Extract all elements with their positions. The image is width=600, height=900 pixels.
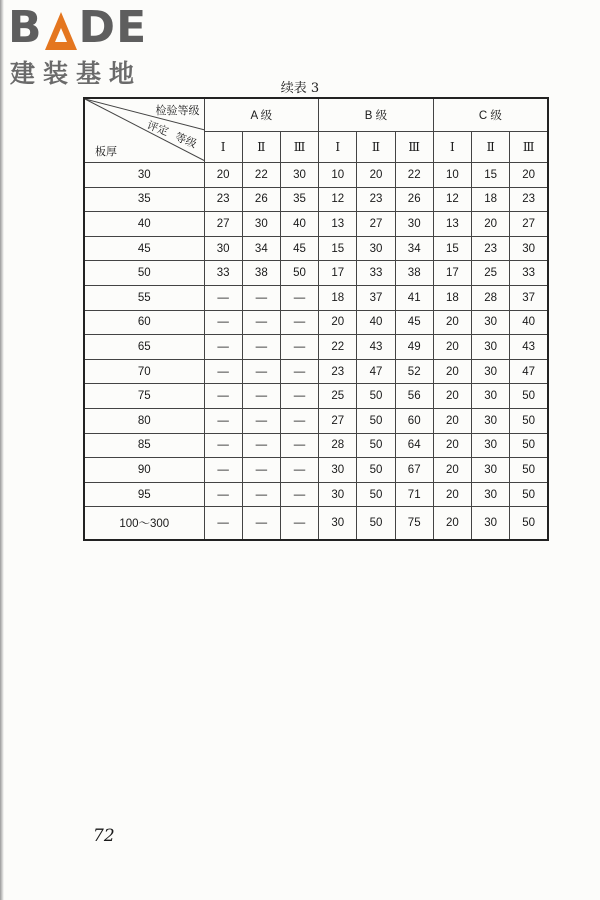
table-row (84, 433, 548, 458)
thickness-cell: 65 (84, 335, 204, 360)
table-row (84, 163, 548, 188)
value-cell: 20 (433, 335, 471, 360)
value-cell: — (242, 408, 280, 433)
value-cell: 30 (319, 482, 357, 507)
value-cell: 50 (357, 408, 395, 433)
value-cell: 12 (319, 187, 357, 212)
value-cell: 20 (319, 310, 357, 335)
value-cell: 23 (319, 359, 357, 384)
value-cell: 20 (472, 212, 510, 237)
value-cell: 22 (242, 163, 280, 188)
value-cell: 50 (510, 408, 548, 433)
value-cell: 30 (319, 507, 357, 540)
value-cell: 30 (319, 458, 357, 483)
value-cell: 30 (472, 482, 510, 507)
value-cell: 30 (510, 236, 548, 261)
value-cell: — (204, 433, 242, 458)
value-cell: 41 (395, 285, 433, 310)
thickness-cell: 90 (84, 458, 204, 483)
value-cell: 15 (319, 236, 357, 261)
value-cell: — (280, 458, 318, 483)
value-cell: — (204, 335, 242, 360)
value-cell: — (280, 507, 318, 540)
value-cell: — (242, 310, 280, 335)
value-cell: 27 (510, 212, 548, 237)
value-cell: 71 (395, 482, 433, 507)
value-cell: 20 (433, 482, 471, 507)
sublevel-header: Ⅱ (472, 132, 510, 163)
value-cell: 33 (357, 261, 395, 286)
value-cell: 28 (319, 433, 357, 458)
value-cell: 20 (433, 433, 471, 458)
value-cell: — (280, 433, 318, 458)
value-cell: 25 (319, 384, 357, 409)
value-cell: 30 (472, 384, 510, 409)
inspection-table (83, 97, 549, 541)
sublevel-header: Ⅰ (204, 132, 242, 163)
thickness-cell: 85 (84, 433, 204, 458)
thickness-cell: 95 (84, 482, 204, 507)
value-cell: 50 (357, 507, 395, 540)
value-cell: 30 (472, 310, 510, 335)
value-cell: 26 (395, 187, 433, 212)
group-header-b: B 级 (319, 98, 434, 132)
value-cell: 50 (357, 482, 395, 507)
table-row (84, 482, 548, 507)
value-cell: 20 (433, 408, 471, 433)
value-cell: — (242, 335, 280, 360)
thickness-cell: 80 (84, 408, 204, 433)
value-cell: — (280, 335, 318, 360)
value-cell: 34 (395, 236, 433, 261)
value-cell: 20 (433, 310, 471, 335)
value-cell: 60 (395, 408, 433, 433)
value-cell: 43 (357, 335, 395, 360)
value-cell: — (204, 458, 242, 483)
value-cell: 27 (357, 212, 395, 237)
value-cell: 30 (395, 212, 433, 237)
diagonal-header-cell (84, 98, 204, 163)
value-cell: 27 (204, 212, 242, 237)
value-cell: 13 (433, 212, 471, 237)
thickness-cell: 60 (84, 310, 204, 335)
inspection-level-label: 检验等级 (155, 105, 200, 117)
value-cell: 18 (319, 285, 357, 310)
page-number: 72 (93, 826, 115, 846)
value-cell: 64 (395, 433, 433, 458)
value-cell: 17 (319, 261, 357, 286)
value-cell: — (280, 408, 318, 433)
rating-label-part1: 评定 (145, 119, 171, 139)
value-cell: 52 (395, 359, 433, 384)
value-cell: — (280, 482, 318, 507)
value-cell: 34 (242, 236, 280, 261)
table-row (84, 236, 548, 261)
value-cell: — (204, 408, 242, 433)
value-cell: — (280, 359, 318, 384)
value-cell: — (204, 384, 242, 409)
value-cell: 67 (395, 458, 433, 483)
value-cell: 38 (242, 261, 280, 286)
value-cell: 30 (280, 163, 318, 188)
value-cell: 50 (510, 458, 548, 483)
value-cell: 18 (472, 187, 510, 212)
sublevel-header: Ⅲ (510, 132, 548, 163)
value-cell: 30 (357, 236, 395, 261)
value-cell: 30 (242, 212, 280, 237)
value-cell: 15 (433, 236, 471, 261)
sublevel-header: Ⅲ (280, 132, 318, 163)
value-cell: 50 (357, 433, 395, 458)
thickness-cell: 40 (84, 212, 204, 237)
logo-letter-b: B (8, 2, 43, 53)
value-cell: 37 (510, 285, 548, 310)
value-cell: 30 (472, 408, 510, 433)
logo-a-triangle-icon (44, 10, 78, 50)
value-cell: — (204, 285, 242, 310)
value-cell: 45 (280, 236, 318, 261)
sublevel-header: Ⅱ (242, 132, 280, 163)
thickness-cell: 55 (84, 285, 204, 310)
value-cell: — (242, 359, 280, 384)
value-cell: 28 (472, 285, 510, 310)
value-cell: 20 (357, 163, 395, 188)
table-row (84, 384, 548, 409)
value-cell: 50 (510, 384, 548, 409)
sublevel-header: Ⅲ (395, 132, 433, 163)
sublevel-header: Ⅰ (433, 132, 471, 163)
value-cell: 23 (472, 236, 510, 261)
value-cell: 56 (395, 384, 433, 409)
value-cell: 30 (472, 359, 510, 384)
value-cell: 23 (204, 187, 242, 212)
thickness-cell: 100～300 (84, 507, 204, 540)
value-cell: — (204, 359, 242, 384)
thickness-label: 板厚 (95, 146, 117, 158)
table-row (84, 507, 548, 540)
value-cell: — (242, 482, 280, 507)
table-row (84, 285, 548, 310)
thickness-cell: 75 (84, 384, 204, 409)
value-cell: 13 (319, 212, 357, 237)
table-row (84, 408, 548, 433)
value-cell: 22 (319, 335, 357, 360)
value-cell: 20 (433, 384, 471, 409)
value-cell: 33 (510, 261, 548, 286)
table-row (84, 261, 548, 286)
logo-chinese-text: 建装基地 (10, 59, 143, 88)
logo-wordmark (8, 2, 148, 53)
value-cell: 50 (510, 482, 548, 507)
sublevel-header: Ⅰ (319, 132, 357, 163)
value-cell: 45 (395, 310, 433, 335)
page-edge-shadow (0, 0, 4, 900)
table-row (84, 310, 548, 335)
sublevel-header: Ⅱ (357, 132, 395, 163)
value-cell: 27 (319, 408, 357, 433)
value-cell: 15 (472, 163, 510, 188)
value-cell: — (242, 458, 280, 483)
value-cell: 43 (510, 335, 548, 360)
value-cell: 25 (472, 261, 510, 286)
value-cell: 30 (472, 335, 510, 360)
value-cell: 35 (280, 187, 318, 212)
value-cell: — (242, 384, 280, 409)
value-cell: — (280, 310, 318, 335)
value-cell: 49 (395, 335, 433, 360)
value-cell: 47 (357, 359, 395, 384)
table-row (84, 458, 548, 483)
value-cell: 40 (280, 212, 318, 237)
value-cell: 75 (395, 507, 433, 540)
table-row (84, 212, 548, 237)
value-cell: — (242, 507, 280, 540)
value-cell: 20 (204, 163, 242, 188)
value-cell: 30 (472, 507, 510, 540)
table-title: 续表 3 (280, 81, 320, 96)
value-cell: 50 (510, 507, 548, 540)
value-cell: 50 (357, 458, 395, 483)
value-cell: 18 (433, 285, 471, 310)
value-cell: 50 (357, 384, 395, 409)
value-cell: 33 (204, 261, 242, 286)
group-header-a: A 级 (204, 98, 319, 132)
value-cell: 23 (357, 187, 395, 212)
value-cell: 50 (510, 433, 548, 458)
value-cell: 20 (433, 507, 471, 540)
thickness-cell: 70 (84, 359, 204, 384)
rating-label-part2: 等级 (173, 131, 199, 151)
table-row (84, 187, 548, 212)
value-cell: 12 (433, 187, 471, 212)
value-cell: 17 (433, 261, 471, 286)
value-cell: 20 (433, 359, 471, 384)
value-cell: 40 (357, 310, 395, 335)
value-cell: — (204, 310, 242, 335)
value-cell: 26 (242, 187, 280, 212)
value-cell: 37 (357, 285, 395, 310)
value-cell: — (204, 482, 242, 507)
value-cell: — (280, 384, 318, 409)
table-row (84, 335, 548, 360)
value-cell: 50 (280, 261, 318, 286)
thickness-cell: 30 (84, 163, 204, 188)
value-cell: 22 (395, 163, 433, 188)
value-cell: 20 (433, 458, 471, 483)
value-cell: — (242, 285, 280, 310)
value-cell: 23 (510, 187, 548, 212)
value-cell: 10 (319, 163, 357, 188)
value-cell: 40 (510, 310, 548, 335)
value-cell: — (242, 433, 280, 458)
value-cell: 38 (395, 261, 433, 286)
group-header-c: C 级 (433, 98, 548, 132)
value-cell: 30 (472, 433, 510, 458)
thickness-cell: 45 (84, 236, 204, 261)
value-cell: 47 (510, 359, 548, 384)
table-body (84, 163, 548, 541)
value-cell: 10 (433, 163, 471, 188)
value-cell: 20 (510, 163, 548, 188)
value-cell: 30 (204, 236, 242, 261)
value-cell: — (204, 507, 242, 540)
thickness-cell: 35 (84, 187, 204, 212)
thickness-cell: 50 (84, 261, 204, 286)
value-cell: — (280, 285, 318, 310)
value-cell: 30 (472, 458, 510, 483)
table-row (84, 359, 548, 384)
logo-letters-de: DE (78, 2, 148, 53)
